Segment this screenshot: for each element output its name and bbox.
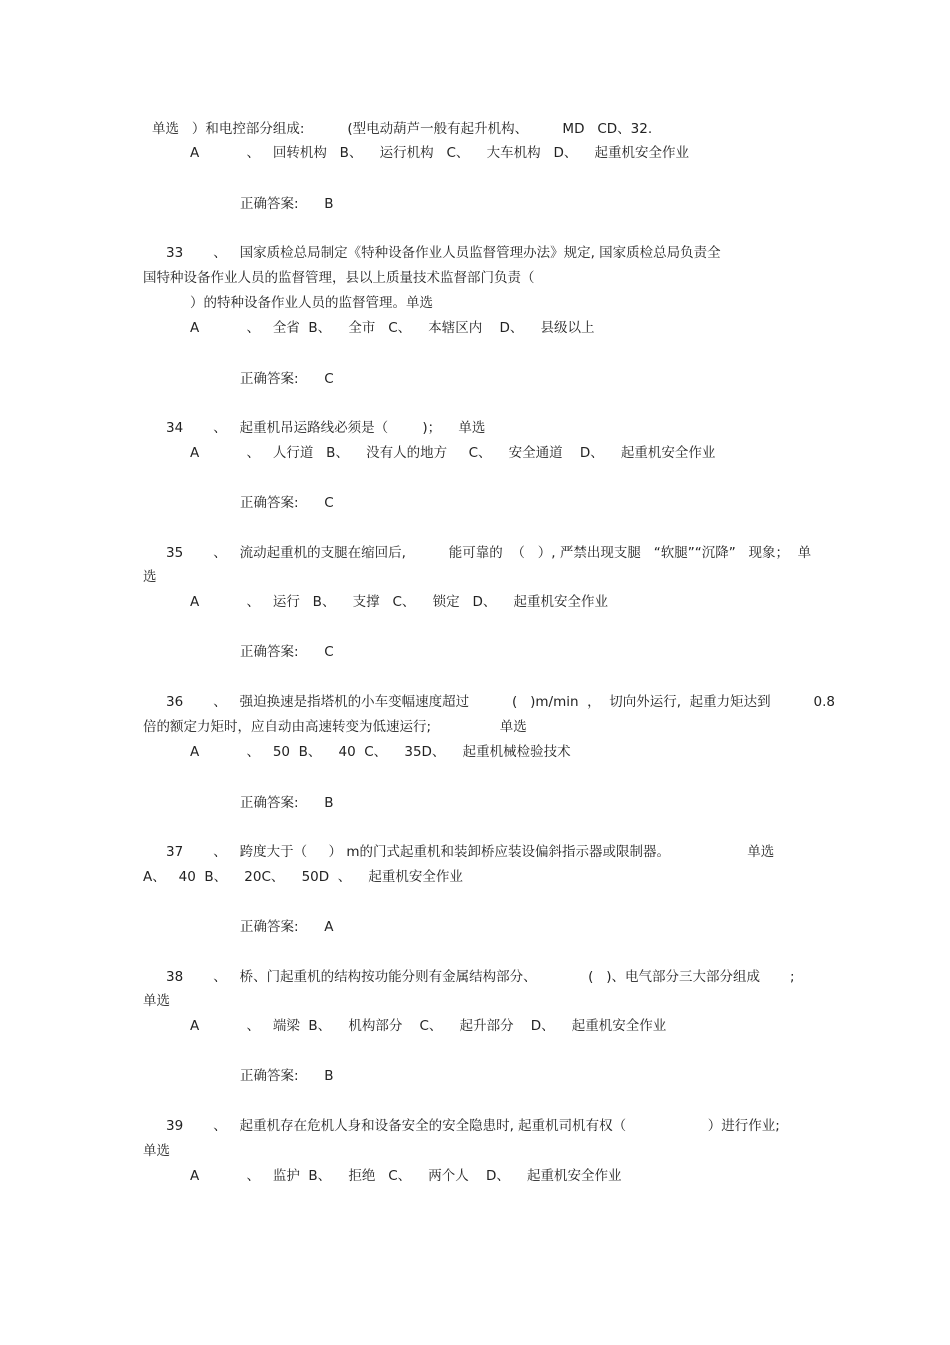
q34-stem-line1: 34 、 起重机吊运路线必须是（ )； 单选 — [166, 420, 486, 436]
q33-options: A 、 全省 B、 全市 C、 本辖区内 D、 县级以上 — [190, 320, 595, 336]
q33-answer: 正确答案: C — [240, 371, 334, 387]
q35-answer: 正确答案: C — [240, 644, 334, 660]
q39-stem-line2: 单选 — [143, 1143, 170, 1159]
q36-stem-line2: 倍的额定力矩时，应自动由高速转变为低速运行; 单选 — [143, 719, 527, 735]
q32-answer: 正确答案: B — [240, 196, 334, 212]
q38-stem-line2: 单选 — [143, 993, 170, 1009]
q33-stem-line2: 国特种设备作业人员的监督管理，县以上质量技术监督部门负责（ — [143, 270, 535, 286]
q36-options: A 、 50 B、 40 C、 35D、 起重机械检验技术 — [190, 744, 571, 760]
q37-answer: 正确答案: A — [240, 919, 334, 935]
q38-answer: 正确答案: B — [240, 1068, 334, 1084]
q37-stem-line1: 37 、 跨度大于（ ） m的门式起重机和装卸桥应装设偏斜指示器或限制器。 单选 — [166, 844, 775, 860]
q34-answer: 正确答案: C — [240, 495, 334, 511]
q39-options: A 、 监护 B、 拒绝 C、 两个人 D、 起重机安全作业 — [190, 1168, 622, 1184]
q35-stem-line1: 35 、 流动起重机的支腿在缩回后, 能可靠的 （ ）, 严禁出现支腿 “软腿”“沉降” 现象； 单 — [166, 545, 812, 561]
q33-stem-line1: 33 、 国家质检总局制定《特种设备作业人员监督管理办法》规定, 国家质检总局负责全 — [166, 245, 721, 261]
q34-options: A 、 人行道 B、 没有人的地方 C、 安全通道 D、 起重机安全作业 — [190, 445, 716, 461]
q39-stem-line1: 39 、 起重机存在危机人身和设备安全的安全隐患时, 起重机司机有权（ ）进行作业; — [166, 1118, 780, 1134]
q36-answer: 正确答案: B — [240, 795, 334, 811]
q35-stem-line2: 选 — [143, 569, 157, 585]
q33-stem-line3: ）的特种设备作业人员的监督管理。单选 — [190, 295, 433, 311]
q35-options: A 、 运行 B、 支撑 C、 锁定 D、 起重机安全作业 — [190, 594, 609, 610]
q37-options: A、 40 B、 20C、 50D 、 起重机安全作业 — [143, 869, 463, 885]
q36-stem-line1: 36 、 强迫换速是指塔机的小车变幅速度超过 ( )m/min ， 切向外运行, 起重力矩达到 0.8 — [166, 694, 835, 710]
q38-options: A 、 端梁 B、 机构部分 C、 起升部分 D、 起重机安全作业 — [190, 1018, 667, 1034]
q32-stem-line1: 单选 ）和电控部分组成: (型电动葫芦一般有起升机构、 MD CD、32. — [152, 121, 653, 137]
q32-options: A 、 回转机构 B、 运行机构 C、 大车机构 D、 起重机安全作业 — [190, 145, 690, 161]
q38-stem-line1: 38 、 桥、门起重机的结构按功能分则有金属结构部分、 ( )、电气部分三大部分组成 ; — [166, 969, 795, 985]
